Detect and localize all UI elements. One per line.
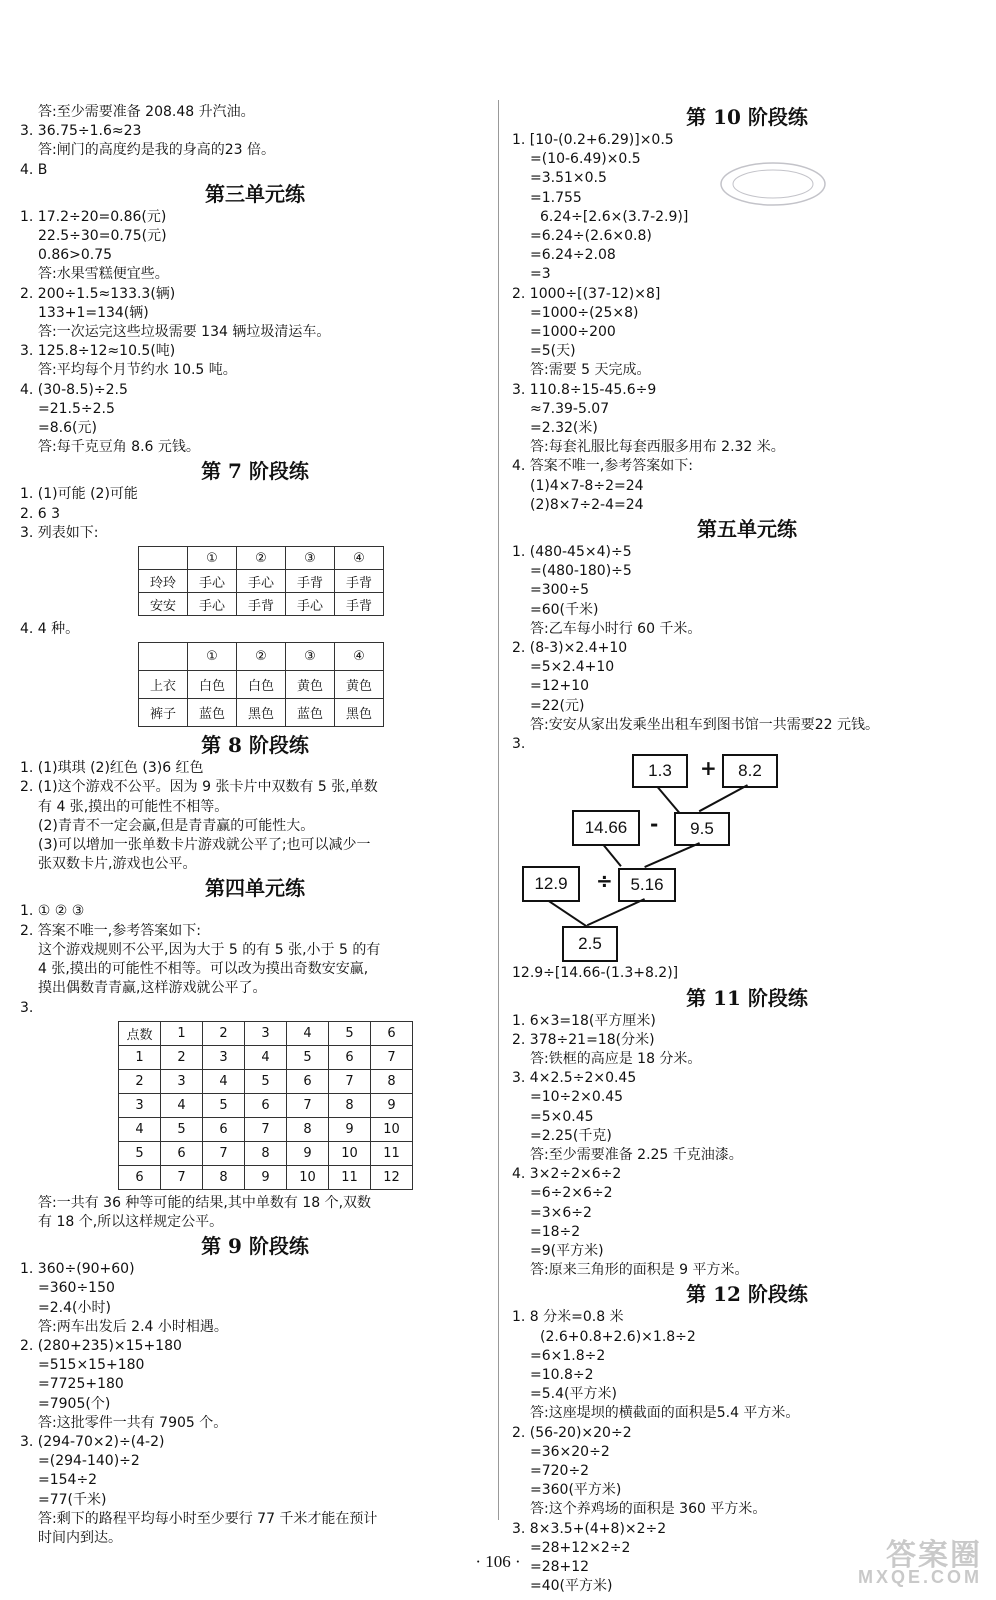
answer-line: =10.8÷2: [530, 1366, 594, 1383]
table-cell: 4: [119, 1117, 161, 1141]
section-heading: 第 8 阶段练: [201, 733, 309, 758]
table-cell: 5: [245, 1069, 287, 1093]
section-heading: 第 11 阶段练: [686, 985, 808, 1010]
table-row: [119, 1045, 413, 1069]
answer-line: (1)4×7-8÷2=24: [530, 477, 644, 494]
answer-line: 3. 110.8÷15-45.6÷9: [512, 381, 657, 398]
table-cell: 11: [371, 1141, 413, 1165]
op-plus: +: [700, 756, 717, 781]
answer-line: 4. 3×2÷2×6÷2: [512, 1166, 622, 1183]
table-cell: 10: [329, 1141, 371, 1165]
section-heading: 第 9 阶段练: [201, 1234, 309, 1259]
stamp-mark: [718, 160, 828, 208]
answer-line: 1. 360÷(90+60): [20, 1261, 135, 1278]
answer-line: =360÷150: [38, 1280, 115, 1297]
answer-line: 答:需要 5 天完成。: [530, 362, 651, 379]
answer-line: =(480-180)÷5: [530, 563, 632, 580]
answer-table: [118, 1021, 413, 1190]
table-cell: ④: [335, 547, 384, 570]
answer-line: =7905(个): [38, 1395, 111, 1412]
table-cell: 手心: [188, 593, 237, 616]
table-cell: 9: [245, 1165, 287, 1189]
right-column: [512, 103, 982, 1596]
answer-line: 答:平均每个月节约水 10.5 吨。: [38, 362, 237, 379]
box-12-9: 12.9: [522, 866, 580, 902]
section-heading: 第三单元练: [205, 181, 305, 206]
section-heading: 第 12 阶段练: [686, 1282, 808, 1307]
answer-line: 摸出偶数青青赢,这样游戏就公平了。: [38, 980, 267, 997]
table-cell: 11: [329, 1165, 371, 1189]
table-cell: 6: [203, 1117, 245, 1141]
answer-line: =22(元): [530, 697, 585, 714]
answer-line: 3.: [20, 999, 34, 1016]
answer-line: 2. 答案不唯一,参考答案如下:: [20, 922, 201, 939]
answer-line: =(294-140)÷2: [38, 1453, 140, 1470]
section-heading: 第四单元练: [205, 876, 305, 901]
table-cell: 3: [119, 1093, 161, 1117]
table-row: [119, 1069, 413, 1093]
answer-line: =1.755: [530, 189, 582, 206]
box-1-3: 1.3: [632, 754, 688, 788]
table-cell: 7: [203, 1141, 245, 1165]
answer-line: =12+10: [530, 678, 590, 695]
table-cell: 黄色: [286, 671, 335, 699]
box-9-5: 9.5: [674, 812, 730, 846]
table-row: [139, 643, 384, 671]
table-cell: 8: [371, 1069, 413, 1093]
table-cell: 5: [203, 1093, 245, 1117]
answer-line: =60(千米): [530, 601, 599, 618]
answer-line: 答:乙车每小时行 60 千米。: [530, 620, 702, 637]
op-minus: -: [650, 812, 659, 837]
table-row: [139, 547, 384, 570]
table-cell: 手心: [188, 570, 237, 593]
table-cell: 1: [119, 1045, 161, 1069]
table-cell: 8: [245, 1141, 287, 1165]
answer-line: 答:至少需要准备 208.48 升汽油。: [38, 104, 255, 120]
table-cell: ③: [286, 643, 335, 671]
left-column: [20, 103, 490, 1548]
table-cell: 8: [287, 1117, 329, 1141]
answer-line: 答:这个养鸡场的面积是 360 平方米。: [530, 1501, 767, 1518]
answer-line: 3. 125.8÷12≈10.5(吨): [20, 343, 176, 360]
answer-line: =515×15+180: [38, 1357, 145, 1374]
answer-line: (2)青青不一定会赢,但是青青赢的可能性大。: [38, 817, 315, 834]
table-cell: 3: [161, 1069, 203, 1093]
answer-line: 1. (1)琪琪 (2)红色 (3)6 红色: [20, 760, 204, 777]
table-cell: 蓝色: [286, 699, 335, 727]
answer-line: =154÷2: [38, 1472, 98, 1489]
table-cell: 手背: [237, 593, 286, 616]
table-cell: 6: [287, 1069, 329, 1093]
table-cell: 8: [329, 1093, 371, 1117]
table-row: [119, 1165, 413, 1189]
answer-line: 答:一次运完这些垃圾需要 134 辆垃圾清运车。: [38, 324, 331, 341]
answer-line: 张双数卡片,游戏也公平。: [38, 856, 197, 873]
answer-line: =10÷2×0.45: [530, 1089, 624, 1106]
table-cell: 白色: [237, 671, 286, 699]
diagram-connector-line: [587, 899, 645, 926]
table-cell: 手背: [335, 593, 384, 616]
answer-line: =360(平方米): [530, 1482, 622, 1499]
diagram-connector-line: [657, 786, 680, 813]
answer-line: 答:水果雪糕便宜些。: [38, 266, 169, 283]
answer-line: 4 张,摸出的可能性不相等。可以改为摸出奇数安安赢,: [38, 961, 369, 978]
table-cell: 5: [287, 1045, 329, 1069]
table-cell: 点数: [119, 1021, 161, 1045]
answer-line: 答:一共有 36 种等可能的结果,其中单数有 18 个,双数: [38, 1194, 372, 1211]
answer-line: =5(天): [530, 343, 576, 360]
answer-line: 答:每套礼服比每套西服多用布 2.32 米。: [530, 439, 785, 456]
table-cell: 上衣: [139, 671, 188, 699]
answer-line: =8.6(元): [38, 420, 97, 437]
answer-line: 12.9÷[14.66-(1.3+8.2)]: [512, 965, 679, 982]
table-cell: 4: [287, 1021, 329, 1045]
answer-line: 22.5÷30=0.75(元): [38, 228, 167, 245]
answer-line: 3. 8×3.5+(4+8)×2÷2: [512, 1520, 667, 1537]
table-cell: 9: [371, 1093, 413, 1117]
answer-line: =6×1.8÷2: [530, 1347, 606, 1364]
table-cell: 9: [329, 1117, 371, 1141]
answer-line: 133+1=134(辆): [38, 304, 149, 321]
answer-line: 3. 36.75÷1.6≈23: [20, 123, 142, 140]
table-cell: 黄色: [335, 671, 384, 699]
table-cell: 安安: [139, 593, 188, 616]
answer-line: 时间内到达。: [38, 1529, 122, 1546]
table-cell: 5: [119, 1141, 161, 1165]
answer-line: =2.25(千克): [530, 1127, 612, 1144]
answer-line: 有 18 个,所以这样规定公平。: [38, 1213, 224, 1230]
answer-line: 2. (56-20)×20÷2: [512, 1424, 632, 1441]
watermark-logo: 答案圈: [886, 1539, 982, 1572]
table-cell: 手心: [286, 593, 335, 616]
answer-line: 4. 答案不唯一,参考答案如下:: [512, 458, 693, 475]
table-cell: 1: [161, 1021, 203, 1045]
answer-line: =300÷5: [530, 582, 590, 599]
answer-line: 4. 4 种。: [20, 621, 80, 638]
answer-line: =1000÷200: [530, 324, 616, 341]
table-row: [119, 1117, 413, 1141]
table-row: [119, 1141, 413, 1165]
answer-line: =5×0.45: [530, 1108, 594, 1125]
table-cell: 4: [245, 1045, 287, 1069]
answer-line: 0.86>0.75: [38, 247, 113, 264]
answer-line: 答:安安从家出发乘坐出租车到图书馆一共需要22 元钱。: [530, 716, 879, 733]
table-row: [119, 1021, 413, 1045]
table-cell: 2: [161, 1045, 203, 1069]
table-cell: 6: [161, 1141, 203, 1165]
answer-line: =6.24÷(2.6×0.8): [530, 228, 652, 245]
answer-line: =18÷2: [530, 1223, 581, 1240]
section-heading: 第 10 阶段练: [686, 105, 808, 129]
answer-line: =77(千米): [38, 1491, 107, 1508]
table-cell: 手背: [286, 570, 335, 593]
answer-table: [138, 546, 384, 616]
answer-line: =(10-6.49)×0.5: [530, 151, 641, 168]
box-5-16: 5.16: [618, 868, 676, 902]
answer-line: 2. (280+235)×15+180: [20, 1337, 182, 1354]
diagram-connector-line: [699, 785, 748, 812]
table-cell: 3: [245, 1021, 287, 1045]
table-cell: 7: [245, 1117, 287, 1141]
answer-line: 1. ① ② ③: [20, 903, 85, 920]
answer-line: 2. (8-3)×2.4+10: [512, 640, 628, 657]
diagram-connector-line: [603, 844, 622, 867]
table-cell: 3: [203, 1045, 245, 1069]
table-row: [139, 593, 384, 616]
box-8-2: 8.2: [722, 754, 778, 788]
answer-line: =5.4(平方米): [530, 1386, 617, 1403]
answer-line: =1000÷(25×8): [530, 304, 639, 321]
answer-line: =36×20÷2: [530, 1443, 610, 1460]
table-cell: 6: [371, 1021, 413, 1045]
table-cell: 6: [119, 1165, 161, 1189]
answer-line: 6.24÷[2.6×(3.7-2.9)]: [540, 208, 689, 225]
answer-line: 4. B: [20, 161, 48, 178]
table-cell: [139, 643, 188, 671]
answer-line: 1. (1)可能 (2)可能: [20, 486, 138, 503]
answer-line: 1. [10-(0.2+6.29)]×0.5: [512, 132, 674, 148]
table-cell: 黑色: [237, 699, 286, 727]
watermark-url: MXQE.COM: [857, 1567, 982, 1587]
answer-line: 答:这批零件一共有 7905 个。: [38, 1414, 228, 1431]
page-number: · 106 ·: [475, 1552, 521, 1571]
table-cell: 白色: [188, 671, 237, 699]
answer-line: 答:每千克豆角 8.6 元钱。: [38, 439, 200, 456]
answer-line: =5×2.4+10: [530, 659, 615, 676]
diagram-connector-line: [644, 843, 700, 868]
answer-line: 1. 6×3=18(平方厘米): [512, 1012, 656, 1029]
answer-line: 这个游戏规则不公平,因为大于 5 的有 5 张,小于 5 的有: [38, 941, 381, 958]
answer-line: 2. 1000÷[(37-12)×8]: [512, 285, 661, 302]
table-cell: 8: [203, 1165, 245, 1189]
answer-line: 4. (30-8.5)÷2.5: [20, 381, 128, 398]
answer-line: 答:闸门的高度约是我的身高的23 倍。: [38, 142, 275, 159]
box-14-66: 14.66: [572, 810, 640, 846]
answer-line: 2. 200÷1.5≈133.3(辆): [20, 285, 176, 302]
table-cell: ①: [188, 547, 237, 570]
answer-line: 2. 6 3: [20, 505, 61, 522]
answer-line: 答:剩下的路程平均每小时至少要行 77 千米才能在预计: [38, 1510, 378, 1527]
answer-line: (2)8×7÷2-4=24: [530, 496, 644, 513]
table-cell: 裤子: [139, 699, 188, 727]
answer-line: =7725+180: [38, 1376, 124, 1393]
answer-line: =3×6÷2: [530, 1204, 592, 1221]
answer-line: =720÷2: [530, 1462, 590, 1479]
table-cell: 手心: [237, 570, 286, 593]
answer-line: 2. 378÷21=18(分米): [512, 1031, 655, 1048]
answer-line: (3)可以增加一张单数卡片游戏就公平了;也可以减少一: [38, 837, 371, 854]
answer-line: =6÷2×6÷2: [530, 1185, 613, 1202]
answer-line: 答:原来三角形的面积是 9 平方米。: [530, 1262, 749, 1279]
answer-line: 答:这座堤坝的横截面的面积是5.4 平方米。: [530, 1405, 800, 1422]
answer-line: =3.51×0.5: [530, 170, 607, 187]
table-cell: 蓝色: [188, 699, 237, 727]
table-row: [139, 570, 384, 593]
section-heading: 第五单元练: [697, 517, 797, 542]
answer-line: 1. (480-45×4)÷5: [512, 544, 632, 561]
op-divide: ÷: [596, 869, 613, 894]
answer-line: 答:至少需要准备 2.25 千克油漆。: [530, 1146, 743, 1163]
table-cell: 10: [287, 1165, 329, 1189]
answer-line: 1. 8 分米=0.8 米: [512, 1309, 624, 1326]
answer-line: 答:两车出发后 2.4 小时相遇。: [38, 1318, 228, 1335]
answer-line: =6.24÷2.08: [530, 247, 616, 264]
section-heading: 第 7 阶段练: [201, 459, 309, 484]
table-cell: ②: [237, 547, 286, 570]
table-cell: 7: [371, 1045, 413, 1069]
table-cell: 10: [371, 1117, 413, 1141]
table-cell: ①: [188, 643, 237, 671]
table-cell: 2: [119, 1069, 161, 1093]
table-cell: 7: [287, 1093, 329, 1117]
column-divider: [498, 100, 499, 1520]
answer-line: 3. 4×2.5÷2×0.45: [512, 1070, 637, 1087]
table-cell: 7: [329, 1069, 371, 1093]
table-cell: [139, 547, 188, 570]
answer-line: =2.32(米): [530, 420, 598, 437]
answer-line: 1. 17.2÷20=0.86(元): [20, 208, 167, 225]
answer-line: =40(平方米): [530, 1578, 613, 1595]
table-cell: 5: [329, 1021, 371, 1045]
answer-line: 答:铁框的高应是 18 分米。: [530, 1050, 702, 1067]
answer-line: 有 4 张,摸出的可能性不相等。: [38, 798, 229, 815]
answer-line: (2.6+0.8+2.6)×1.8÷2: [540, 1328, 696, 1345]
table-cell: 手背: [335, 570, 384, 593]
calculation-tree-diagram: [522, 754, 982, 964]
table-cell: ②: [237, 643, 286, 671]
answer-line: =9(平方米): [530, 1242, 604, 1259]
table-cell: 5: [161, 1117, 203, 1141]
table-cell: ③: [286, 547, 335, 570]
answer-line: =2.4(小时): [38, 1299, 111, 1316]
answer-line: ≈7.39-5.07: [530, 400, 610, 417]
table-cell: 9: [287, 1141, 329, 1165]
table-cell: 4: [203, 1069, 245, 1093]
table-row: [139, 671, 384, 699]
table-cell: 7: [161, 1165, 203, 1189]
answer-line: =28+12: [530, 1558, 590, 1575]
table-cell: 玲玲: [139, 570, 188, 593]
answer-line: =3: [530, 266, 551, 283]
diagram-connector-line: [548, 900, 588, 927]
table-cell: 6: [245, 1093, 287, 1117]
answer-line: =28+12×2÷2: [530, 1539, 631, 1556]
table-cell: 4: [161, 1093, 203, 1117]
table-cell: 黑色: [335, 699, 384, 727]
answer-line: =21.5÷2.5: [38, 400, 115, 417]
table-cell: ④: [335, 643, 384, 671]
answer-line: 3.: [512, 736, 526, 753]
answer-line: 3. (294-70×2)÷(4-2): [20, 1433, 165, 1450]
table-row: [139, 699, 384, 727]
table-cell: 6: [329, 1045, 371, 1069]
table-cell: 12: [371, 1165, 413, 1189]
answer-line: 2. (1)这个游戏不公平。因为 9 张卡片中双数有 5 张,单数: [20, 779, 378, 796]
answer-table: [138, 642, 384, 727]
answer-line: 3. 列表如下:: [20, 524, 99, 541]
table-cell: 2: [203, 1021, 245, 1045]
table-row: [119, 1093, 413, 1117]
box-result-2-5: 2.5: [562, 926, 618, 962]
